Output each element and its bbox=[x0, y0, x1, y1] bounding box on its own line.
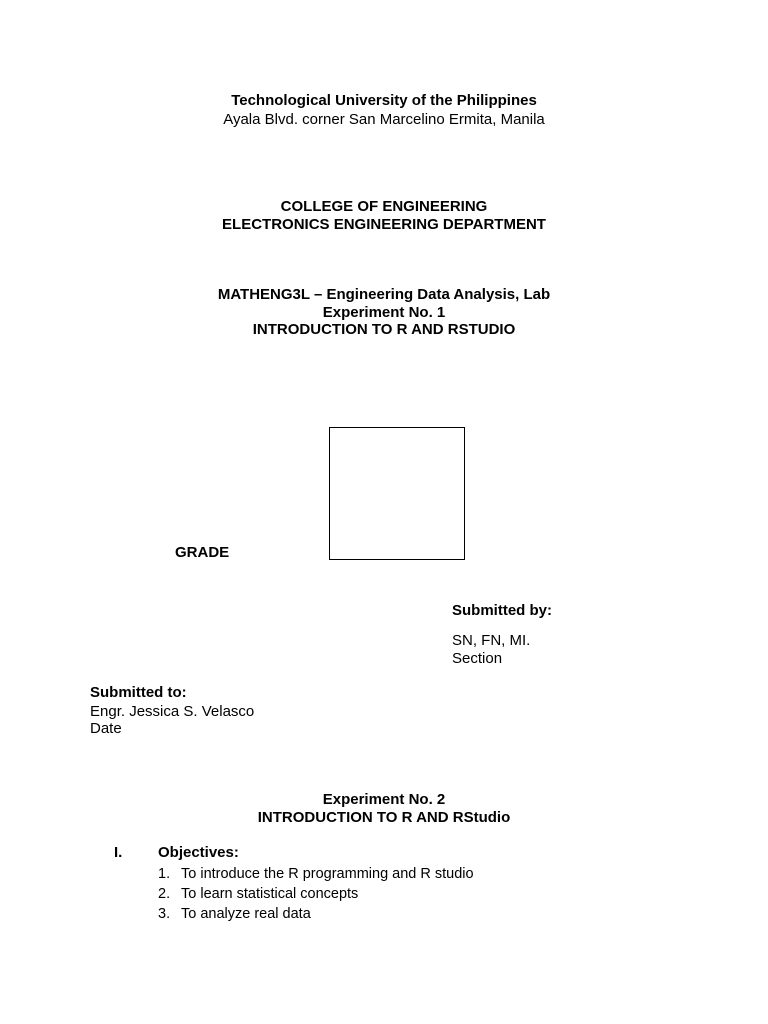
submitted-by-section: Section bbox=[452, 650, 503, 667]
department-name: ELECTRONICS ENGINEERING DEPARTMENT bbox=[222, 216, 546, 233]
list-item bbox=[158, 865, 474, 883]
submitted-to-label: Submitted to: bbox=[90, 684, 187, 701]
list-item bbox=[158, 905, 311, 923]
list-item-number: 3. bbox=[158, 906, 171, 922]
university-name: Technological University of the Philippines bbox=[231, 92, 537, 109]
list-item-text: To analyze real data bbox=[181, 906, 311, 922]
college-name: COLLEGE OF ENGINEERING bbox=[280, 198, 488, 215]
course-title: MATHENG3L – Engineering Data Analysis, Lab bbox=[217, 286, 551, 303]
submitted-by-label: Submitted by: bbox=[452, 602, 552, 619]
grade-label: GRADE bbox=[175, 544, 230, 561]
experiment-topic: INTRODUCTION TO R AND RSTUDIO bbox=[252, 321, 516, 338]
list-item-number: 1. bbox=[158, 866, 171, 882]
experiment-number: Experiment No. 1 bbox=[322, 304, 446, 321]
list-item-text: To learn statistical concepts bbox=[181, 886, 359, 902]
university-address: Ayala Blvd. corner San Marcelino Ermita, Manila bbox=[223, 111, 545, 128]
submitted-by-name: SN, FN, MI. bbox=[452, 632, 531, 649]
list-item-text: To introduce the R programming and R studio bbox=[181, 866, 474, 882]
submitted-to-date: Date bbox=[90, 720, 122, 737]
grade-box bbox=[329, 427, 465, 560]
list-item bbox=[158, 885, 358, 903]
objectives-heading: Objectives: bbox=[158, 844, 239, 861]
experiment2-heading: Experiment No. 2 bbox=[322, 791, 446, 808]
list-item-number: 2. bbox=[158, 886, 171, 902]
experiment2-title: INTRODUCTION TO R AND RStudio bbox=[257, 809, 511, 826]
submitted-to-name: Engr. Jessica S. Velasco bbox=[90, 703, 255, 720]
section-numeral: I. bbox=[114, 844, 123, 861]
